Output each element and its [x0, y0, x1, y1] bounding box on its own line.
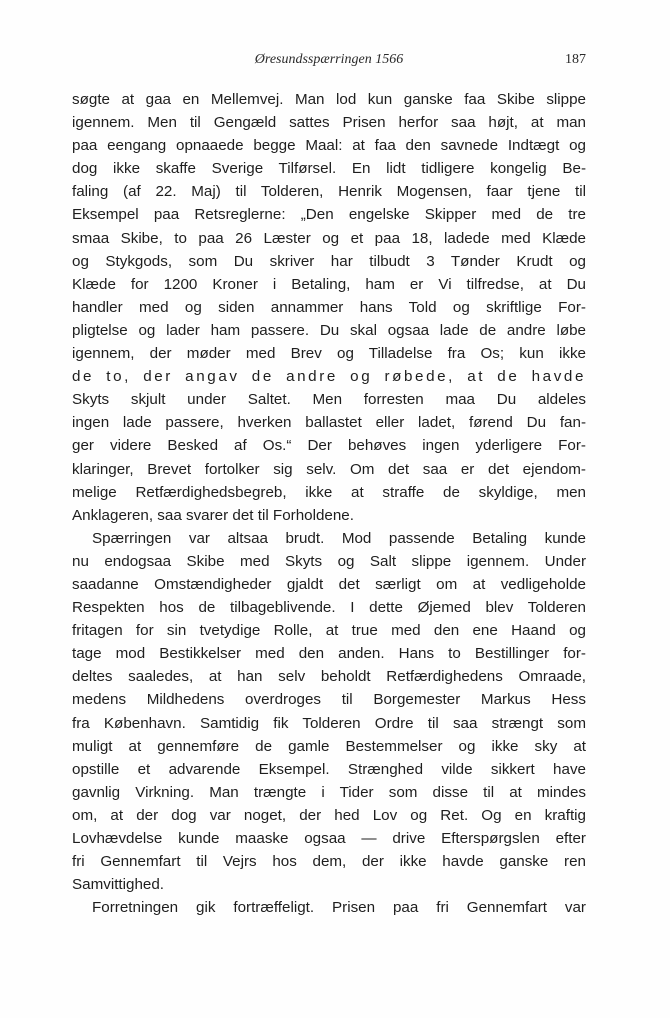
text-line: igennem, der møder med Brev og Tilladelse fra Os; kun ikke — [72, 345, 586, 363]
text-line: dog ikke skaffe Sverige Tilførsel. En lidt tidligere kongelig Be- — [72, 160, 586, 178]
text-line: pligtelse og lader ham passere. Du skal ogsaa lade de andre løbe — [72, 321, 586, 339]
paragraph — [72, 88, 586, 527]
text-line: faling (af 22. Maj) til Tolderen, Henrik Mogensen, faar tjene til — [72, 183, 586, 201]
text-line: Spærringen var altsaa brudt. Mod passende Betaling kunde — [92, 529, 586, 547]
text-line: ger videre Besked af Os.“ Der behøves ingen yderligere For- — [72, 437, 586, 455]
text-line: Anklageren, saa svarer det til Forholdene. — [72, 506, 354, 524]
text-line: muligt at gennemføre de gamle Bestemmelser og ikke sky at — [72, 737, 586, 755]
text-line: melige Retfærdighedsbegreb, ikke at straffe de skyldige, men — [72, 483, 586, 501]
text-line: fra København. Samtidig fik Tolderen Ordre til saa strængt som — [72, 714, 586, 732]
body-text — [72, 88, 586, 919]
running-title: Øresundsspærringen 1566 — [254, 52, 404, 67]
text-line: fri Gennemfart til Vejrs hos dem, der ikke havde ganske ren — [72, 853, 586, 871]
text-line: deltes saaledes, at han selv beholdt Retfærdighedens Omraade, — [72, 668, 586, 686]
text-line: Skyts skjult under Saltet. Men forresten maa Du aldeles — [72, 391, 586, 409]
text-line: nu endogsaa Skibe med Skyts og Salt slippe igennem. Under — [72, 552, 586, 570]
text-line: igennem. Men til Gengæld sattes Prisen herfor saa højt, at man — [72, 114, 586, 132]
text-line: Samvittighed. — [72, 876, 165, 894]
text-line: tage mod Bestikkelser med den anden. Hans to Bestillinger for- — [72, 645, 586, 663]
paragraph — [72, 527, 586, 897]
text-line: og Stykgods, som Du skriver har tilbudt 3 Tønder Krudt og — [72, 252, 586, 270]
text-line: Eksempel paa Retsreglerne: „Den engelske Skipper med de tre — [72, 206, 586, 224]
text-line: paa eengang opnaaede begge Maal: at faa den savnede Indtægt og — [72, 137, 586, 155]
running-header — [72, 52, 586, 72]
text-line: om, at der dog var noget, der hed Lov og Ret. Og en kraftig — [72, 806, 586, 824]
text-line: klaringer, Brevet fortolker sig selv. Om det saa er det ejendom- — [72, 460, 586, 478]
text-line: fritagen for sin tvetydige Rolle, at true med den ene Haand og — [72, 622, 586, 640]
text-line: søgte at gaa en Mellemvej. Man lod kun ganske faa Skibe slippe — [72, 91, 586, 108]
text-line: opstille et advarende Eksempel. Strænghed vilde sikkert have — [72, 760, 586, 778]
text-line: Lovhævdelse kunde maaske ogsaa — drive Efterspørgslen efter — [72, 830, 586, 847]
text-line: handler med og siden annammer hans Told og skriftlige For- — [72, 298, 586, 316]
text-line: de to, der angav de andre og røbede, at de havde — [72, 368, 586, 386]
text-line: saadanne Omstændigheder gjaldt det særligt om at vedligeholde — [72, 575, 586, 593]
page-number: 187 — [565, 52, 586, 67]
text-line: ingen lade passere, hverken ballastet eller ladet, førend Du fan- — [72, 414, 586, 432]
text-line: medens Mildhedens overdroges til Borgemester Markus Hess — [72, 691, 586, 709]
text-line: smaa Skibe, to paa 26 Læster og et paa 18, ladede med Klæde — [72, 229, 586, 247]
text-line: gavnlig Virkning. Man trængte i Tider som disse til at mindes — [72, 783, 586, 801]
paragraph — [72, 896, 586, 919]
text-line: Klæde for 1200 Kroner i Betaling, ham er Vi tilfredse, at Du — [72, 275, 586, 293]
text-line: Respekten hos de tilbageblivende. I dette Øjemed blev Tolderen — [72, 599, 586, 617]
text-line: Forretningen gik fortræffeligt. Prisen paa fri Gennemfart var — [92, 899, 586, 917]
